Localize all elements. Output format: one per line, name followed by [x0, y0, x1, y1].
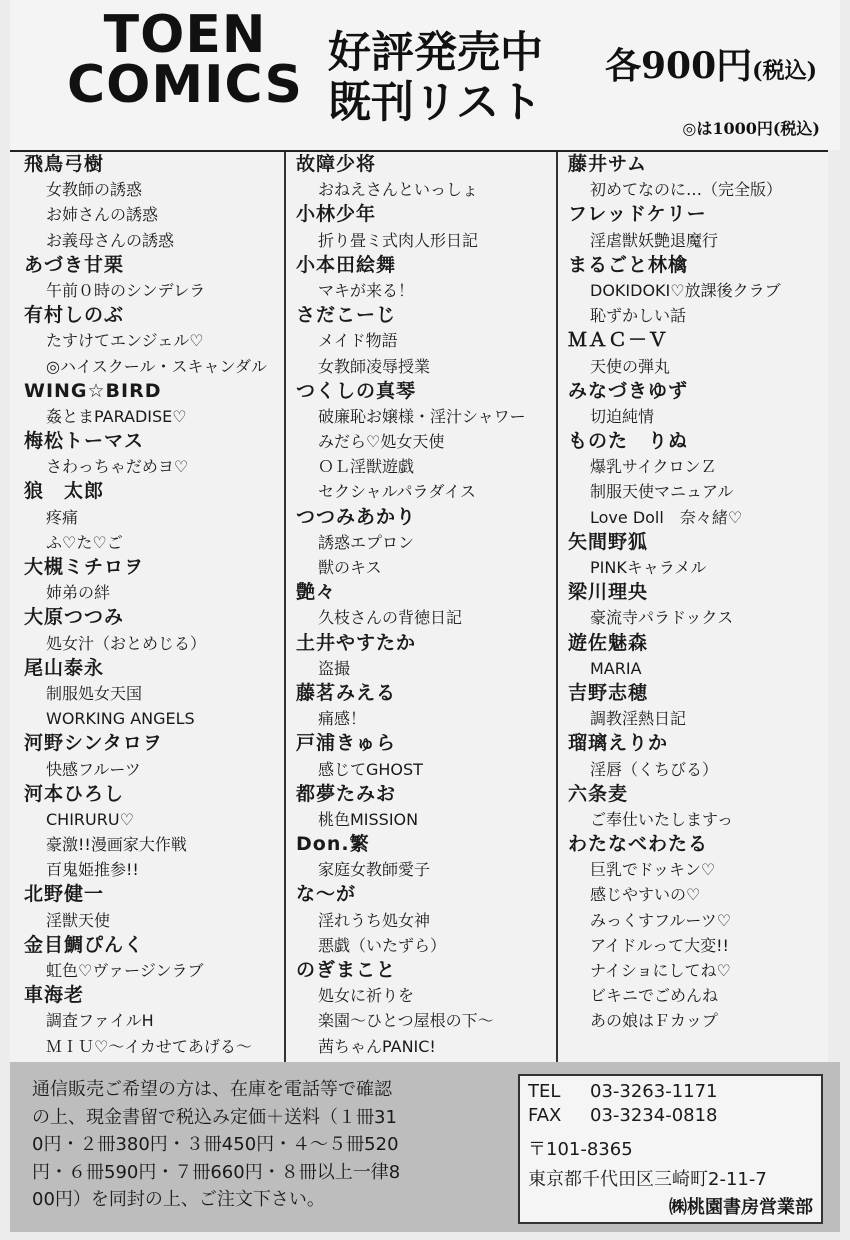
book-title: 感じてGHOST: [318, 759, 423, 779]
book-title: 家庭女教師愛子: [318, 860, 431, 880]
author-name: まるごと林檎: [568, 253, 689, 276]
book-title: 天使の弾丸: [590, 356, 671, 376]
book-title: 感じやすいの♡: [590, 885, 701, 905]
price: [605, 38, 817, 89]
book-title: 桃色MISSION: [318, 809, 419, 829]
book-title: 盗撮: [318, 658, 351, 678]
price-main: 各900円: [605, 45, 753, 87]
book-title: 百鬼姫推参!!: [46, 860, 139, 880]
book-title: 楽園～ひとつ屋根の下～: [318, 1011, 494, 1031]
book-title: ビキニでごめんね: [590, 986, 719, 1006]
author-name: みなづきゆず: [568, 379, 689, 402]
catalog-column-2: [286, 152, 558, 1062]
book-title: 誘惑エプロン: [318, 532, 415, 552]
headline-line-1: 好評発売中: [328, 28, 543, 78]
book-title: 淫れうち処女神: [318, 910, 431, 930]
author-name: 金目鯛ぴんく: [24, 933, 145, 956]
company-name: ㈱桃園書房営業部: [669, 1197, 813, 1218]
price-tax: (税込): [752, 58, 817, 84]
book-title: 切迫純情: [590, 406, 655, 426]
book-title: さわっちゃだめヨ♡: [46, 457, 189, 477]
author-name: 戸浦きゅら: [296, 732, 397, 755]
book-title: 調査ファイルH: [46, 1011, 154, 1031]
book-title: 悪戯（いたずら）: [318, 935, 447, 955]
book-title: 獣のキス: [318, 558, 382, 577]
headline: [328, 28, 543, 128]
tel-row: [528, 1080, 813, 1104]
author-name: のぎまこと: [296, 959, 397, 981]
book-title: 快感フルーツ: [46, 759, 141, 779]
book-title: たすけてエンジェル♡: [46, 331, 204, 351]
book-title: 恥ずかしい話: [590, 306, 687, 326]
book-title: メイド物語: [318, 331, 398, 351]
author-name: 小林少年: [296, 203, 377, 226]
order-line: 円・６冊590円・７冊660円・８冊以上一律8: [32, 1161, 401, 1183]
book-title: DOKIDOKI♡放課後クラブ: [590, 280, 781, 300]
book-title: セクシャルパラダイス: [318, 482, 476, 502]
author-name: 狼 太郎: [24, 480, 105, 503]
book-title: PINKキャラメル: [590, 558, 707, 577]
book-title: 制服処女天国: [46, 683, 143, 703]
book-title: ＯＬ淫獣遊戯: [318, 457, 415, 477]
author-name: 瑠璃えりか: [568, 732, 669, 755]
author-name: 藤井サム: [568, 153, 648, 175]
book-title: 姉弟の絆: [46, 583, 111, 603]
author-name: 北野健一: [24, 883, 105, 906]
author-name: 遊佐魅森: [568, 631, 649, 654]
address: 東京都千代田区三崎町2-11-7: [528, 1169, 767, 1190]
author-name: あづき甘栗: [24, 253, 125, 276]
book-title: 疼痛: [46, 507, 79, 527]
logo-line-1: TOEN: [103, 5, 267, 65]
book-title: 調教淫熱日記: [590, 709, 687, 729]
author-name: 河野シンタロヲ: [24, 732, 163, 755]
author-name: Don.繁: [296, 833, 370, 856]
order-line: の上、現金書留で税込み定価＋送料（１冊31: [32, 1106, 397, 1128]
book-title: 破廉恥お嬢様・淫汁シャワー: [318, 406, 526, 426]
author-name: つくしの真琴: [296, 379, 417, 402]
headline-line-2: 既刊リスト: [328, 78, 543, 128]
author-name: 矢間野狐: [568, 530, 649, 553]
book-title: Love Doll 奈々緒♡: [590, 507, 743, 527]
book-title: 淫唇（くちびる）: [590, 759, 719, 779]
order-line: 通信販売ご希望の方は、在庫を電話等で確認: [32, 1079, 392, 1100]
book-title: 折り畳ミ式肉人形日記: [318, 230, 479, 250]
author-name: な～が: [296, 883, 357, 906]
tel-number: 03-3263-1171: [590, 1081, 718, 1102]
author-name: 梁川理央: [568, 581, 649, 604]
author-name: 梅松トーマス: [24, 430, 145, 453]
author-name: 吉野志穂: [568, 681, 649, 704]
book-title: マキが来る！: [318, 280, 415, 300]
author-name: 土井やすたか: [296, 631, 417, 654]
author-name: フレッドケリー: [568, 203, 707, 226]
book-title: ◎ハイスクール・スキャンダル: [46, 356, 267, 376]
book-title: ふ♡た♡ご: [46, 532, 123, 552]
page-header: [10, 0, 840, 150]
book-title: 制服天使マニュアル: [590, 482, 734, 502]
author-name: ものた りぬ: [568, 430, 689, 453]
book-title: 処女に祈りを: [318, 986, 415, 1006]
book-title: ナイショにしてね♡: [590, 961, 731, 980]
logo-line-2: COMICS: [66, 55, 304, 115]
book-title: お姉さんの誘惑: [46, 205, 159, 225]
fax-row: [528, 1104, 813, 1128]
postal-code: 〒101-8365: [528, 1139, 633, 1160]
author-name: 有村しのぶ: [24, 304, 125, 327]
book-title: 痛感！: [318, 709, 367, 729]
order-line: 0円・２冊380円・３冊450円・４～５冊520: [32, 1134, 399, 1155]
author-name: WING☆BIRD: [24, 379, 162, 402]
book-title: 茜ちゃんPANIC!: [318, 1036, 436, 1056]
book-title: 女教師凌辱授業: [318, 356, 431, 376]
book-title: あの娘はＦカップ: [590, 1011, 718, 1031]
author-name: 艶々: [296, 581, 337, 604]
price-note: ◎は1000円(税込): [682, 119, 820, 138]
catalog-column-3: [558, 152, 828, 1062]
contact-box: [518, 1074, 823, 1224]
book-title: 午前０時のシンデレラ: [46, 280, 206, 300]
author-name: 車海老: [24, 984, 85, 1007]
book-title: MARIA: [590, 658, 642, 678]
book-title: 久枝さんの背徳日記: [318, 608, 463, 628]
catalog-list: [10, 150, 828, 1064]
author-name: 藤茗みえる: [296, 681, 397, 704]
author-name: 飛鳥弓樹: [24, 153, 105, 175]
book-title: おねえさんといっしょ: [318, 180, 479, 200]
order-instructions: [32, 1076, 472, 1214]
author-name: わたなべわたる: [568, 833, 709, 856]
book-title: 姦とまPARADISE♡: [46, 406, 187, 426]
author-name: 大槻ミチロヲ: [24, 556, 145, 578]
book-title: 淫虐獣妖艶退魔行: [590, 230, 719, 250]
author-name: 河本ひろし: [24, 782, 125, 805]
order-line: 00円）を同封の上、ご注文下さい。: [32, 1189, 325, 1210]
book-title: 女教師の誘惑: [46, 180, 143, 200]
book-title: 爆乳サイクロンＺ: [590, 457, 717, 477]
author-name: 故障少将: [296, 153, 377, 175]
book-title: CHIRURU♡: [46, 809, 134, 829]
catalog-column-1: [14, 152, 286, 1062]
book-title: 豪激!!漫画家大作戦: [46, 835, 187, 855]
fax-number: 03-3234-0818: [590, 1105, 718, 1126]
author-name: 大原つつみ: [24, 606, 125, 629]
author-name: 六条麦: [568, 782, 629, 805]
fax-label: FAX: [528, 1105, 562, 1126]
book-title: アイドルって大変!!: [590, 935, 729, 955]
book-title: お義母さんの誘惑: [46, 230, 175, 250]
toen-comics-logo: [50, 5, 320, 115]
book-title: みっくすフルーツ♡: [590, 910, 732, 930]
order-footer: [10, 1062, 840, 1232]
author-name: 都夢たみお: [296, 782, 397, 805]
book-title: ＭＩＵ♡～イカせてあげる～: [46, 1036, 252, 1056]
tel-label: TEL: [528, 1081, 561, 1102]
author-name: 尾山泰永: [24, 656, 105, 679]
book-title: みだら♡処女天使: [318, 432, 445, 452]
book-title: 虹色♡ヴァージンラブ: [46, 961, 204, 980]
book-title: 巨乳でドッキン♡: [590, 860, 716, 880]
book-title: WORKING ANGELS: [46, 709, 195, 729]
book-title: 初めてなのに…（完全版）: [590, 180, 783, 200]
author-name: つつみあかり: [296, 505, 417, 528]
book-title: 豪流寺パラドックス: [590, 608, 734, 628]
author-name: 小本田絵舞: [296, 253, 397, 276]
book-title: 処女汁（おとめじる）: [46, 633, 207, 653]
author-name: ＭＡＣ－Ｖ: [568, 329, 669, 352]
book-title: 淫獣天使: [46, 910, 111, 930]
book-title: ご奉仕いたしますっ: [590, 809, 734, 829]
author-name: さだこーじ: [296, 304, 397, 327]
